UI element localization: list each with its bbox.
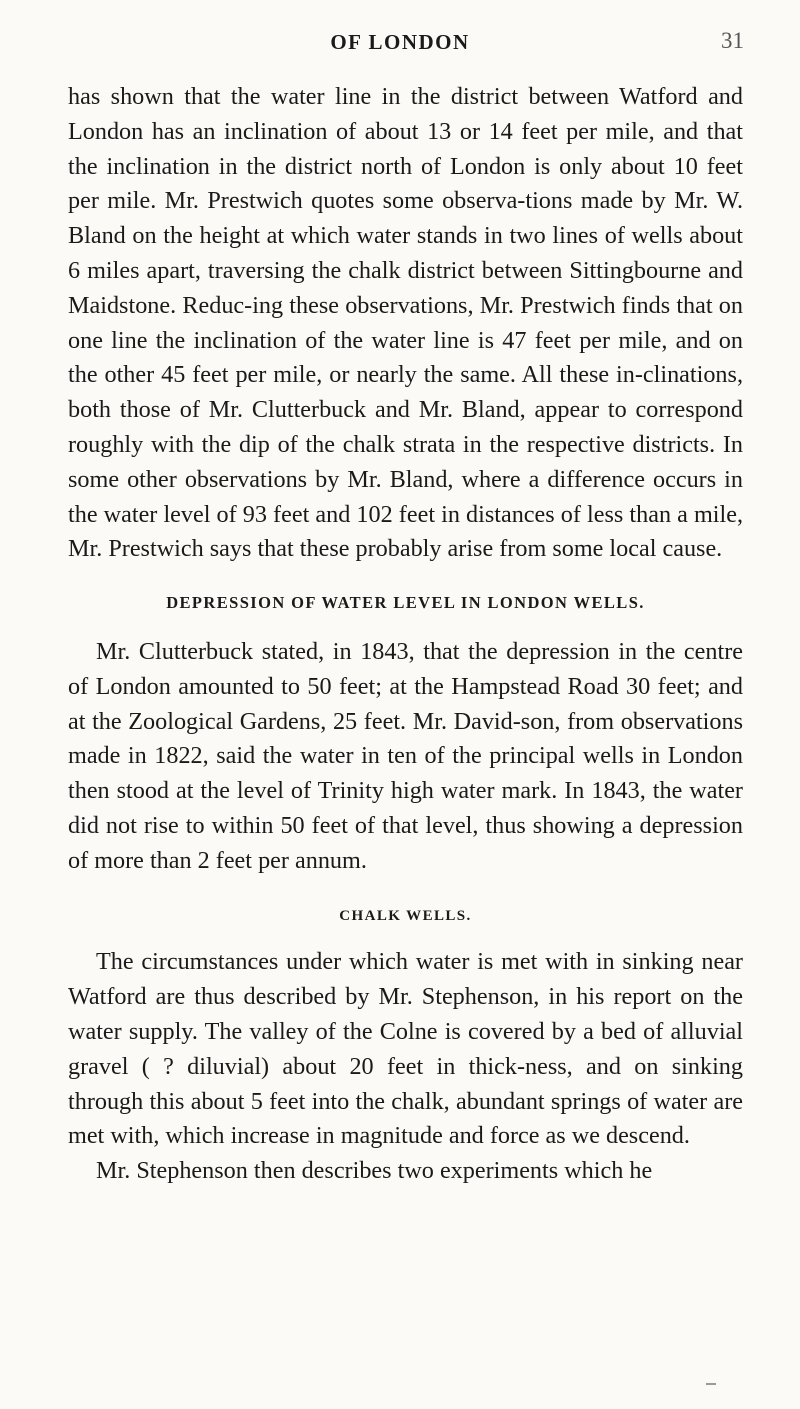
section-heading-depression: DEPRESSION OF WATER LEVEL IN LONDON WELLS. [166,593,645,613]
paragraph-depression: Mr. Clutterbuck stated, in 1843, that the depression in the centre of London amounted to 50 feet; at the Hampstead Road 30 feet; and at the Zoological Gardens, 25 feet. Mr. David-son, from observations made in 1822, said the water in ten of the principal wells in London then stood at the level of Trinity high water mark. In 1843, the water did not rise to within 50 feet of that level, thus showing a depression of more than 2 feet per annum. [68,637,743,874]
paragraph-chalk-wells: The circumstances under which water is met with in sinking near Watford are thus described by Mr. Stephenson, in his report on the water supply. The valley of the Colne is covered by a bed of alluvial gravel ( ? diluvial) about 20 feet in thick-ness, and on sinking through this about 5 feet into the chalk, abundant springs of water are met with, which increase in magnitude and force as we descend. [68,948,743,1150]
paragraph-water-line-inclination: has shown that the water line in the district between Watford and London has an inclination of about 13 or 14 feet per mile, and that the inclination in the district north of London is only about 10 feet per mile. Mr. Prestwich quotes some observa-tions made by Mr. W. Bland on the height at which water stands in two lines of wells about 6 miles apart, traversing the chalk district between Sittingbourne and Maidstone. Reduc-ing these observations, Mr. Prestwich finds that on one line the inclination of the water line is 47 feet per mile, and on the other 45 feet per mile, or nearly the same. All these in-clinations, both those of Mr. Clutterbuck and Mr. Bland, appear to correspond roughly with the dip of the chalk strata in the respective districts. In some other observations by Mr. Bland, where a difference occurs in the water level of 93 feet and 102 feet in distances of less than a mile, Mr. Prestwich says that these probably arise from some local cause. [68,83,743,563]
body-text [68,80,743,1189]
page-number: 31 [721,28,744,53]
running-title: OF LONDON [330,30,470,54]
section-heading-chalk-wells: CHALK WELLS. [339,907,472,924]
running-header [0,30,800,60]
paragraph-stephenson-experiments: Mr. Stephenson then describes two experiments which he [96,1157,653,1185]
page-margin-mark [706,1383,716,1385]
